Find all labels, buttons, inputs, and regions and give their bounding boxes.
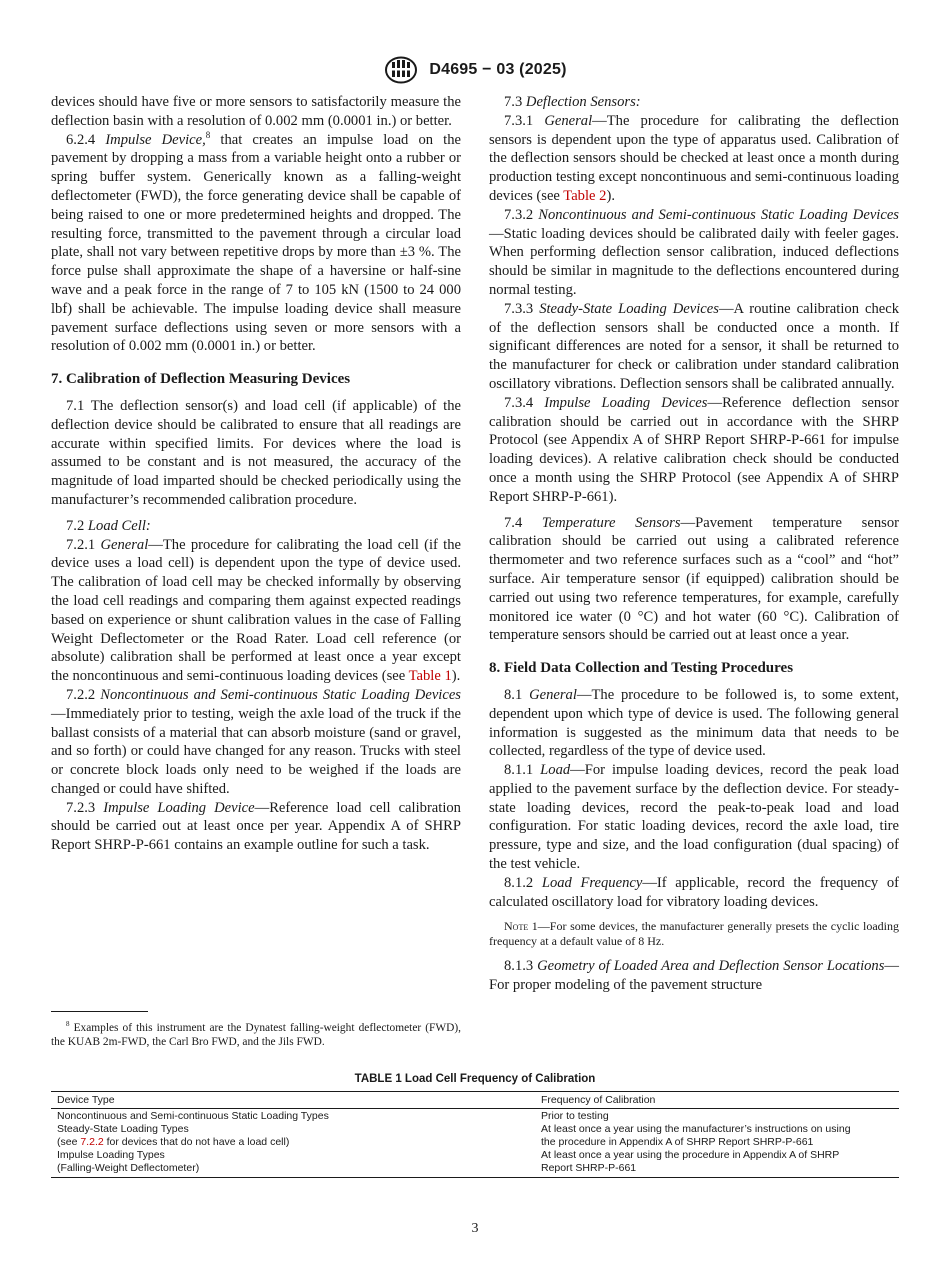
section-7-4: 7.4 Temperature Sensors—Pavement temperature sensor calibration should be carried out using a calibrated reference thermometer and two reference surfaces such as a “cool” and “hot” surface. Air temperature sensor (if equipped) calibration should be carried out using two reference temperatures, for example, carefully monitored ice water (0 °C) and hot water (60 °C). Calibration of temperature sensors should be carried out at least once a year. — [489, 514, 899, 644]
section-8-1-2: 8.1.2 Load Frequency—If applicable, record the frequency of calculated oscillatory load for vibratory loading devices. — [489, 874, 900, 910]
table-row: Noncontinuous and Semi-continuous Static Loading Types Prior to testing — [57, 1110, 609, 1122]
section-8-heading: 8. Field Data Collection and Testing Procedures — [489, 660, 794, 677]
table-1-link[interactable]: Table 1 — [408, 668, 452, 685]
page-number: 3 — [471, 1221, 479, 1236]
section-7-3: 7.3 Deflection Sensors: — [504, 94, 641, 110]
table-2-link[interactable]: Table 2 — [563, 187, 607, 204]
column-header-device-type: Device Type — [57, 1094, 115, 1106]
right-column — [489, 93, 899, 995]
footnote-8: $^8$ Examples of this instrument are the Dynatest falling-weight deflectometer (FWD), the KUAB 2m-FWD, the Carl Bro FWD, and the Jils FWD. — [51, 1020, 461, 1048]
section-6-2-4: 6.2.4 Impulse Device,$^8$ that creates an impulse load on the pavement by dropping a mass from a variable height onto a rubber or spring buffer system. Generically known as a falling-weight deflectometer (FWD), the force generating device shall be capable of being raised to one or more predetermined heights and dropped. The resulting force, transmitted to the pavement through a circular load plate, shall not vary between repetitive drops by more than ±3 %. The force pulse shall approximate the shape of a haversine or half-sine wave and a peak force in the range of 7 to 105 kN (1500 to 24 000 lbf) shall be achievable. The impulse loading device shall measure pavement surface deflections using seven or more sensors with a resolution of 0.002 mm (0.0001 in.) or better. — [51, 129, 461, 355]
section-7-2-1: 7.2.1 General—The procedure for calibrating the load cell (if the device uses a load cell) is dependent upon the type of device used. The calibration of load cell may be checked informally by observing the load cell readings and comparing them against expected readings based on experience or shunt calibration values in the case of Falling Weight Deflectometer or the Road Rater. Load cell reference (or absolute) calibration shall be performed at least once a year except the noncontinuous and semi-continuous loading devices (see Table 1). — [51, 536, 461, 685]
table-row: Impulse Loading Types At least once a year using the procedure in Appendix A of SHRP — [57, 1149, 840, 1161]
paragraph-continuation: devices should have five or more sensors to satisfactorily measure the deflection basin with a resolution of 0.002 mm (0.0001 in.) or better. — [51, 94, 461, 129]
section-8-1-3: 8.1.3 Geometry of Loaded Area and Deflection Sensor Locations—For proper modeling of the pavement structure — [489, 958, 899, 994]
section-7-heading: 7. Calibration of Deflection Measuring Devices — [51, 371, 351, 388]
note-1: Note 1—For some devices, the manufacturer generally presets the cyclic loading frequency at a default value of 8 Hz. — [489, 919, 899, 949]
section-8-1: 8.1 General—The procedure to be followed is, to some extent, dependent upon which type of device is used. The following general information is suggested as the minimum data that needs to be collected, regardless of the type of device used. — [489, 686, 899, 760]
section-7-3-1: 7.3.1 General—The procedure for calibrating the deflection sensors is dependent upon the type of apparatus used. Calibration of the deflection sensors should be checked at least once a month during production testing except noncontinuous and semi-continuous loading devices (see Table 2). — [489, 112, 899, 204]
table-header-row — [51, 1092, 899, 1109]
section-7-2-2-link[interactable]: 7.2.2 — [80, 1136, 104, 1148]
section-7-3-2: 7.3.2 Noncontinuous and Semi-continuous Static Loading Devices—Static loading devices should be calibrated daily with feeler gages. When performing deflection sensor calibration, induced deflections should be similar in magnitude to the deflections encountered during normal testing. — [489, 206, 899, 298]
section-7-2-3: 7.2.3 Impulse Loading Device—Reference load cell calibration should be carried out at least once per year. Appendix A of SHRP Report SHRP-P-661 contains an example outline for such a task. — [51, 799, 461, 854]
left-column — [51, 93, 461, 855]
table-1-title: TABLE 1 Load Cell Frequency of Calibration — [354, 1073, 596, 1085]
column-header-frequency: Frequency of Calibration — [541, 1094, 656, 1106]
table-row: (see 7.2.2 for devices that do not have a load cell) the procedure in Appendix A of SHRP Report SHRP-P-661 — [57, 1136, 814, 1148]
section-7-2: 7.2 Load Cell: — [66, 517, 151, 534]
document-designation: D4695 − 03 (2025) — [429, 61, 567, 78]
table-1 — [51, 1091, 899, 1178]
page-header — [0, 56, 950, 84]
table-row: (Falling-Weight Deflectometer) Report SHRP-P-661 — [57, 1162, 637, 1174]
astm-logo-icon — [383, 56, 419, 84]
footnote-divider — [51, 1011, 148, 1012]
section-7-2-2: 7.2.2 Noncontinuous and Semi-continuous Static Loading Devices—Immediately prior to testing, weigh the axle load of the truck if the ballast consists of a material that can absorb moisture (sand or gravel, and so forth) or could have changed for any reason. Trucks with steel or concrete block loads only need to be weighed if the loads are changed or could have shifted. — [51, 686, 461, 797]
section-7-3-4: 7.3.4 Impulse Loading Devices—Reference deflection sensor calibration should be carried out in accordance with the SHRP Protocol (see Appendix A of SHRP Report SHRP-P-661 for impulse loading devices). A relative calibration check should be conducted once a month using the SHRP Protocol (see Appendix A of SHRP Report SHRP-P-661). — [489, 394, 899, 505]
table-row: Steady-State Loading Types At least once a year using the manufacturer’s instructions on using — [57, 1123, 851, 1135]
footnote-ref-8[interactable]: 8 — [205, 129, 211, 140]
section-8-1-1: 8.1.1 Load—For impulse loading devices, record the peak load applied to the pavement surface by the deflection device. For steady-state loading devices, record the peak-to-peak load and load configuration. For static loading devices, record the axle load, tire pressure, type and size, and the load configuration (dual spacing) of the test vehicle. — [489, 762, 899, 873]
section-7-1: 7.1 The deflection sensor(s) and load cell (if applicable) of the deflection device should be calibrated to ensure that all readings are accurate within specified limits. For devices where the load is assumed to be constant and is not measured, the accuracy of the magnitude of load imparted should be checked periodically using the manufacturer’s recommended calibration procedure. — [51, 397, 461, 508]
section-7-3-3: 7.3.3 Steady-State Loading Devices—A routine calibration check of the deflection sensors shall be conducted once a month. If significant differences are noted for a sensor, it shall be returned to the manufacturer for check or calibration under standard calibration oscillatory vibrations. Deflection sensors shall be calibrated annually. — [489, 300, 900, 392]
